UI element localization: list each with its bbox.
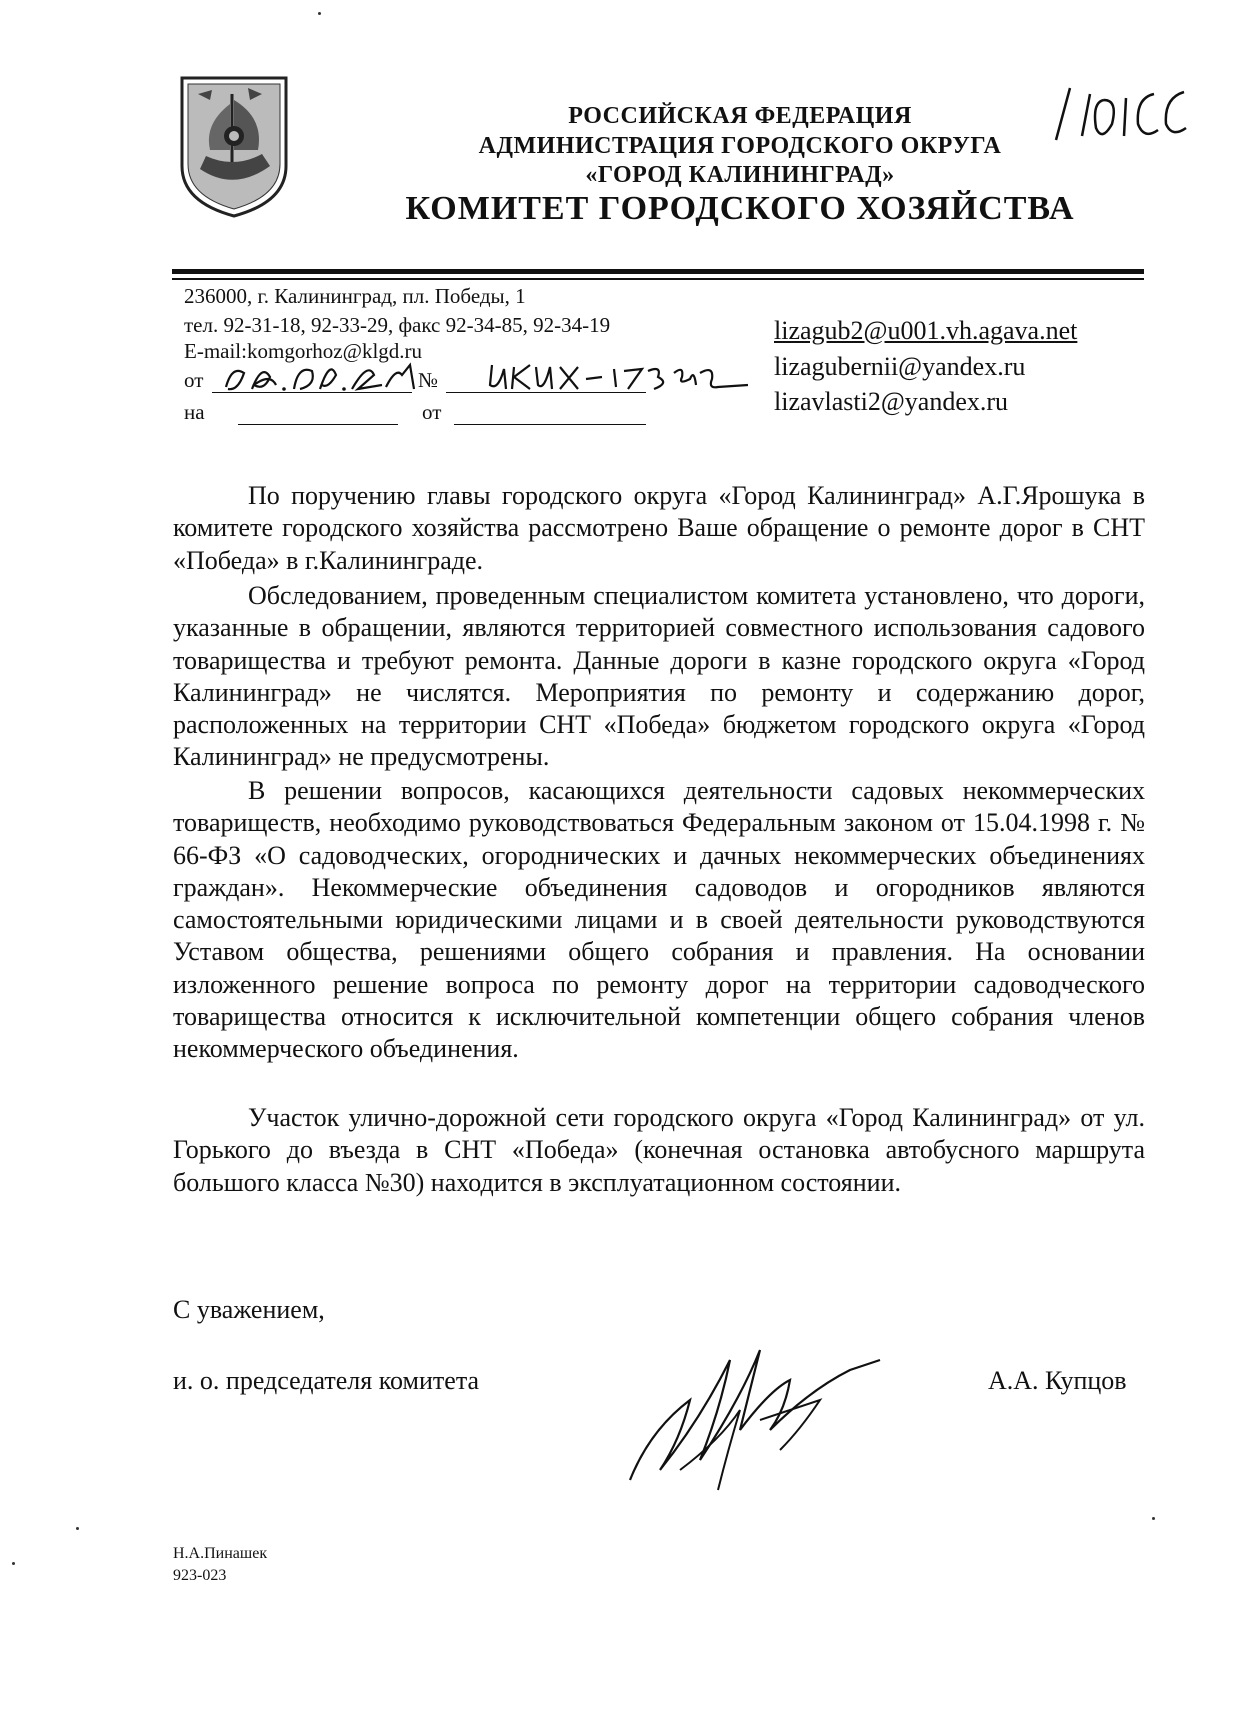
executor-info <box>173 1543 267 1587</box>
handwritten-date-and-number <box>218 355 758 400</box>
body-paragraph: По поручению главы городского округа «Город Калининград» А.Г.Ярошука в комитете городского хозяйства рассмотрено Ваше обращение о ремонте дорог в СНТ «Победа» в г.Калининграде. <box>173 481 1145 575</box>
coat-of-arms-icon <box>178 74 290 220</box>
scan-speck <box>76 1527 79 1530</box>
body-paragraph: В решении вопросов, касающихся деятельности садовых некоммерческих товариществ, необходимо руководствоваться Федеральным законом от 15.04.1998 г. № 66-ФЗ «О садоводческих, огороднических и дачных некоммерческих объединениях граждан». Некоммерческие объединения садоводов и огородников являются самостоятельными юридическими лицами и в своей деятельности руководствуются Уставом общества, решениями общего собрания и правления. На основании изложенного решение вопроса по ремонту дорог на территории садоводческого товарищества относится к исключительной компетенции общего собрания членов некоммерческого объединения. <box>173 776 1145 1064</box>
recipient-email-3: lizavlasti2@yandex.ru <box>774 387 1009 416</box>
executor-name: Н.А.Пинашек <box>173 1545 268 1562</box>
email-line: E-mail:komgorhoz@klgd.ru <box>184 339 423 363</box>
signer-name: А.А. Купцов <box>988 1366 1127 1395</box>
scan-speck <box>1152 1517 1155 1520</box>
header-city: «ГОРОД КАЛИНИНГРАД» <box>585 162 895 188</box>
reference-to-row <box>184 400 442 425</box>
from-label: от <box>184 368 204 392</box>
recipient-email-1: lizagub2@u001.vh.agava.net <box>774 316 1078 345</box>
to-label: на <box>184 400 205 424</box>
body-paragraph: Участок улично-дорожной сети городского округа «Город Калининград» от ул. Горького до въезда в СНТ «Победа» (конечная остановка автобусного маршрута большого класса №30) находится в эксплуатационном состоянии. <box>173 1103 1145 1197</box>
number-label: № <box>418 368 439 392</box>
header-committee: КОМИТЕТ ГОРОДСКОГО ХОЗЯЙСТВА <box>405 190 1075 227</box>
address-line: 236000, г. Калининград, пл. Победы, 1 <box>184 284 526 308</box>
to-from-label: от <box>422 400 442 424</box>
executor-phone: 923-023 <box>173 1567 227 1584</box>
body-paragraph: Обследованием, проведенным специалистом комитета установлено, что дороги, указанные в обращении, являются территорией совместного использования садового товарищества и требуют ремонта. Данные дороги в казне городского округа «Город Калининград» не числятся. Мероприятия по ремонту и содержанию дорог, расположенных на территории СНТ «Победа» бюджетом городского округа «Город Калининград» не предусмотрены. <box>173 581 1145 772</box>
handwritten-signature <box>620 1320 890 1500</box>
phone-fax-line: тел. 92-31-18, 92-33-29, факс 92-34-85, 92-34-19 <box>184 313 611 337</box>
scan-speck <box>12 1562 15 1565</box>
header-country: РОССИЙСКАЯ ФЕДЕРАЦИЯ <box>568 103 912 129</box>
closing-phrase: С уважением, <box>173 1295 325 1324</box>
scan-speck <box>318 12 321 15</box>
to-underline <box>238 424 398 425</box>
recipient-email-2: lizagubernii@yandex.ru <box>774 352 1026 381</box>
header-administration: АДМИНИСТРАЦИЯ ГОРОДСКОГО ОКРУГА <box>478 133 1002 159</box>
header-divider-thick <box>172 269 1144 274</box>
signer-title: и. о. председателя комитета <box>173 1366 480 1395</box>
to-date-underline <box>454 424 646 425</box>
header-divider-thin <box>172 278 1144 280</box>
handwritten-incoming-number <box>1052 80 1202 150</box>
reference-from-row <box>184 368 439 393</box>
